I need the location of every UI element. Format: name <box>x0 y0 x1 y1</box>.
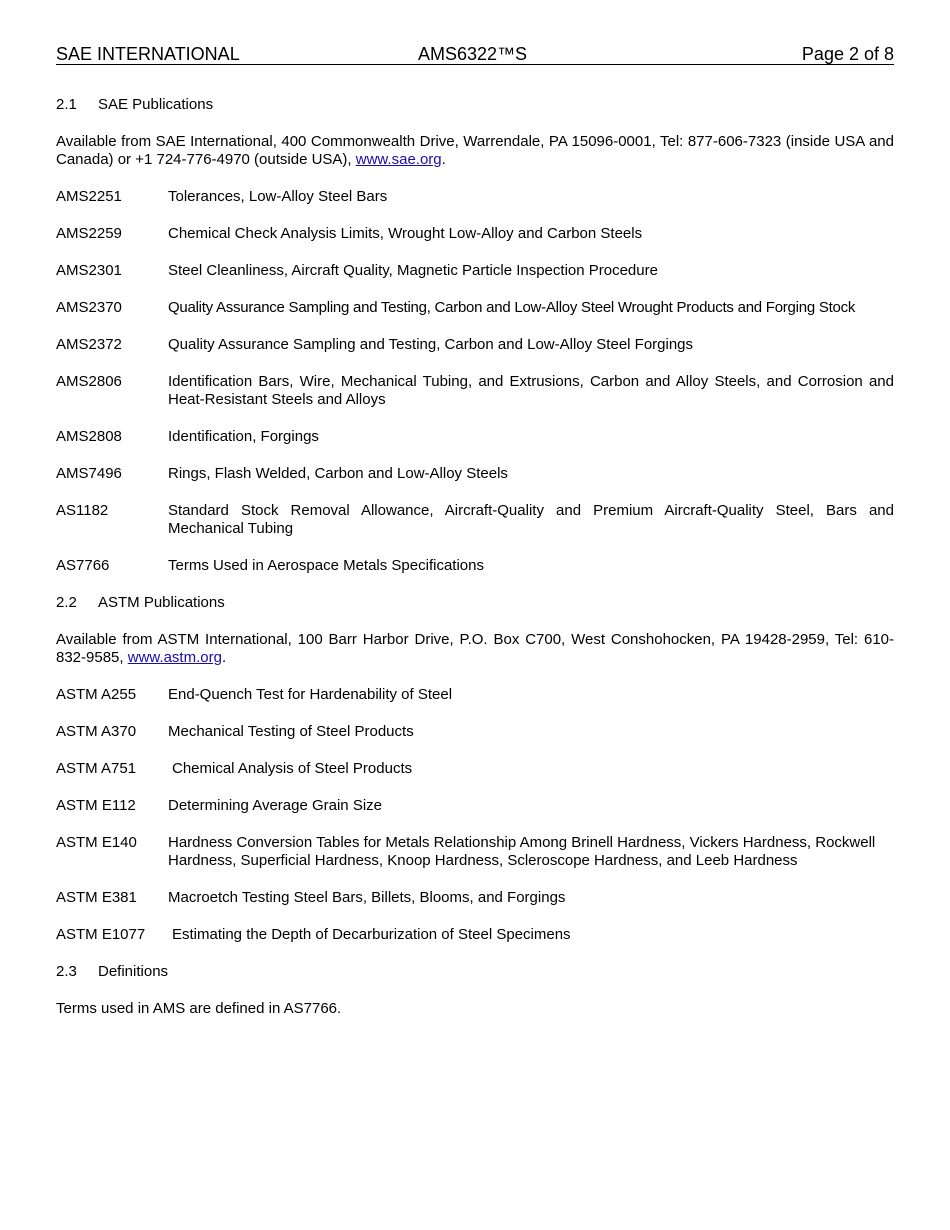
astm-availability-text: Available from ASTM International, 100 Barr Harbor Drive, P.O. Box C700, West Conshohocken, PA 19428-2959, Tel: 610-832-9585, <box>56 631 894 666</box>
reference-id: ASTM A255 <box>56 686 137 703</box>
reference-id: ASTM E1077 <box>56 926 146 943</box>
reference-row <box>56 723 894 741</box>
astm-availability-paragraph <box>56 631 894 667</box>
reference-row <box>56 336 894 354</box>
reference-title: Mechanical Testing of Steel Products <box>168 723 414 740</box>
reference-title: Quality Assurance Sampling and Testing, Carbon and Low-Alloy Steel Forgings <box>168 336 694 353</box>
reference-id: AS1182 <box>56 502 109 519</box>
reference-id: AMS2251 <box>56 188 122 205</box>
reference-id: AMS2806 <box>56 373 122 390</box>
sae-website-link[interactable]: www.sae.org <box>355 151 442 168</box>
reference-id: AMS2370 <box>56 299 122 316</box>
reference-id: ASTM E381 <box>56 889 137 906</box>
reference-title: Chemical Check Analysis Limits, Wrought Low-Alloy and Carbon Steels <box>168 225 643 242</box>
reference-title: End-Quench Test for Hardenability of Steel <box>168 686 453 703</box>
reference-row <box>56 889 894 907</box>
reference-row <box>56 686 894 704</box>
definitions-paragraph: Terms used in AMS are defined in AS7766. <box>56 1000 342 1017</box>
reference-id: AMS2372 <box>56 336 122 353</box>
reference-title: Terms Used in Aerospace Metals Specifications <box>168 557 484 574</box>
reference-id: ASTM A751 <box>56 760 137 777</box>
reference-title: Determining Average Grain Size <box>168 797 382 814</box>
section-title: SAE Publications <box>98 96 214 113</box>
reference-id: AMS2259 <box>56 225 122 242</box>
reference-title: Identification Bars, Wire, Mechanical Tubing, and Extrusions, Carbon and Alloy Steels, and Corrosion and Heat-Resistant Steels and Alloys <box>168 373 894 408</box>
header-document-number: AMS6322™S <box>418 44 528 64</box>
section-heading-definitions <box>56 963 894 981</box>
header-organization: SAE INTERNATIONAL <box>56 44 240 64</box>
reference-row <box>56 926 894 944</box>
section-number: 2.2 <box>56 594 77 611</box>
reference-id: AMS2808 <box>56 428 122 445</box>
reference-title: Identification, Forgings <box>168 428 319 445</box>
reference-row <box>56 465 894 483</box>
section-title: ASTM Publications <box>98 594 225 611</box>
reference-id: AS7766 <box>56 557 110 574</box>
header-page-number: Page 2 of 8 <box>801 44 894 64</box>
section-number: 2.1 <box>56 96 77 113</box>
reference-id: ASTM A370 <box>56 723 137 740</box>
reference-row <box>56 299 894 317</box>
document-body <box>56 96 894 1037</box>
reference-row <box>56 760 894 778</box>
reference-row <box>56 797 894 815</box>
section-number: 2.3 <box>56 963 77 980</box>
reference-id: AMS2301 <box>56 262 122 279</box>
section-title: Definitions <box>98 963 169 980</box>
reference-row <box>56 502 894 538</box>
section-heading-astm <box>56 594 894 612</box>
reference-title: Hardness Conversion Tables for Metals Relationship Among Brinell Hardness, Vickers Hardness, Rockwell Hardness, Superficial Hardness, Knoop Hardness, Scleroscope Hardness, and Leeb Hardness <box>168 834 876 869</box>
reference-row <box>56 557 894 575</box>
reference-title: Steel Cleanliness, Aircraft Quality, Magnetic Particle Inspection Procedure <box>168 262 658 279</box>
astm-website-link[interactable]: www.astm.org <box>127 649 222 666</box>
reference-row <box>56 373 894 409</box>
reference-row <box>56 188 894 206</box>
reference-id: ASTM E140 <box>56 834 137 851</box>
reference-id: ASTM E112 <box>56 797 136 814</box>
reference-row <box>56 428 894 446</box>
reference-title: Tolerances, Low-Alloy Steel Bars <box>168 188 388 205</box>
sae-link-suffix: . <box>441 151 446 168</box>
reference-title: Rings, Flash Welded, Carbon and Low-Alloy Steels <box>168 465 508 482</box>
reference-row <box>56 225 894 243</box>
reference-title: Macroetch Testing Steel Bars, Billets, Blooms, and Forgings <box>168 889 566 906</box>
reference-title: Estimating the Depth of Decarburization of Steel Specimens <box>172 926 571 943</box>
reference-title: Quality Assurance Sampling and Testing, Carbon and Low-Alloy Steel Wrought Products and Forging Stock <box>168 299 856 316</box>
sae-availability-text: Available from SAE International, 400 Commonwealth Drive, Warrendale, PA 15096-0001, Tel: 877-606-7323 (inside USA and Canada) or +1 724-776-4970 (outside USA), <box>56 133 894 168</box>
page-header <box>56 44 894 65</box>
reference-id: AMS7496 <box>56 465 122 482</box>
reference-title: Standard Stock Removal Allowance, Aircraft-Quality and Premium Aircraft-Quality Steel, Bars and Mechanical Tubing <box>168 502 894 537</box>
sae-availability-paragraph <box>56 133 894 169</box>
astm-link-suffix: . <box>221 649 227 666</box>
reference-title: Chemical Analysis of Steel Products <box>172 760 413 777</box>
reference-row <box>56 262 894 280</box>
reference-row <box>56 834 894 870</box>
section-heading-sae <box>56 96 894 114</box>
